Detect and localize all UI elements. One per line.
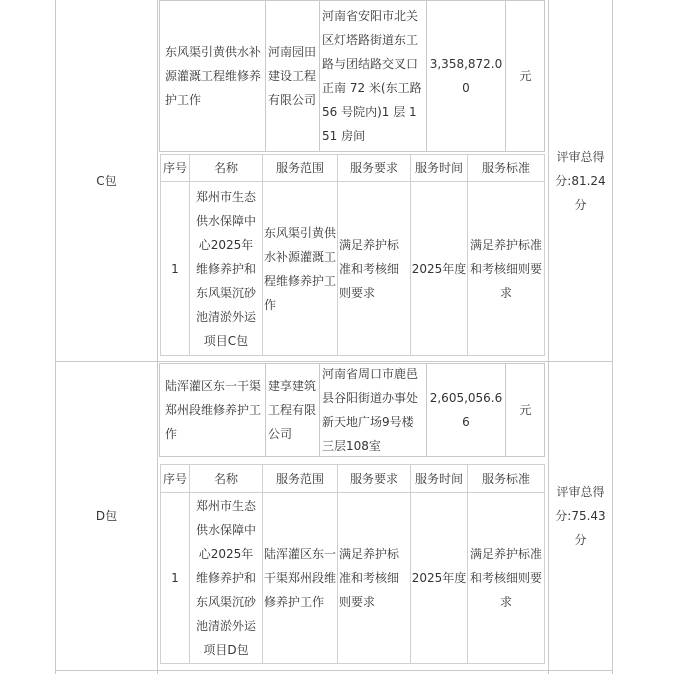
amount-unit: 元	[519, 402, 532, 417]
award-amount: 3,358,872.00	[429, 56, 503, 95]
row-index: 1	[171, 261, 179, 276]
header-name: 名称	[213, 471, 238, 486]
header-name: 名称	[213, 161, 238, 175]
winning-company: 建享建筑工程有限公司	[268, 378, 317, 441]
header-standard: 服务标准	[481, 471, 530, 486]
row-time: 2025年度	[411, 571, 467, 585]
header-standard: 服务标准	[481, 161, 530, 175]
row-time: 2025年度	[411, 261, 467, 276]
header-scope: 服务范围	[275, 161, 324, 175]
review-score: 评审总得分:75.43分	[555, 485, 606, 547]
header-index: 序号	[162, 161, 187, 175]
row-standard: 满足养护标准和考核细则要求	[469, 237, 542, 300]
header-requirement: 服务要求	[349, 471, 398, 486]
header-scope: 服务范围	[275, 471, 324, 486]
amount-unit: 元	[519, 68, 532, 83]
row-scope: 陆浑灌区东一干渠郑州段维修养护工作	[264, 547, 337, 609]
row-name: 郑州市生态供水保障中心2025年维修养护和东风渠沉砂池清淤外运项目D包	[195, 499, 256, 657]
company-address: 河南省安阳市北关区灯塔路街道东工路与团结路交叉口正南 72 米(东工路 56 号院内)1 层 151 房间	[322, 8, 422, 143]
project-name: 东风渠引黄供水补源灌溉工程维修养护工作	[165, 44, 262, 107]
row-requirement: 满足养护标准和考核细则要求	[339, 547, 400, 609]
row-index: 1	[171, 571, 179, 585]
row-standard: 满足养护标准和考核细则要求	[469, 547, 542, 609]
header-requirement: 服务要求	[349, 161, 398, 175]
winning-company: 河南园田建设工程有限公司	[268, 44, 317, 107]
company-address: 河南省周口市鹿邑县谷阳街道办事处新天地广场9号楼三层108室	[322, 366, 419, 453]
header-time: 服务时间	[414, 161, 463, 175]
row-requirement: 满足养护标准和考核细则要求	[339, 237, 400, 300]
project-name: 陆浑灌区东一干渠郑州段维修养护工作	[165, 378, 262, 441]
row-name: 郑州市生态供水保障中心2025年维修养护和东风渠沉砂池清淤外运项目C包	[195, 189, 256, 348]
header-time: 服务时间	[414, 471, 463, 486]
header-index: 序号	[162, 471, 187, 486]
row-scope: 东风渠引黄供水补源灌溉工程维修养护工作	[264, 225, 337, 312]
review-score: 评审总得分:81.24分	[555, 149, 606, 212]
package-label: D包	[95, 509, 118, 523]
award-amount: 2,605,056.66	[429, 390, 503, 429]
package-label: C包	[96, 173, 117, 188]
